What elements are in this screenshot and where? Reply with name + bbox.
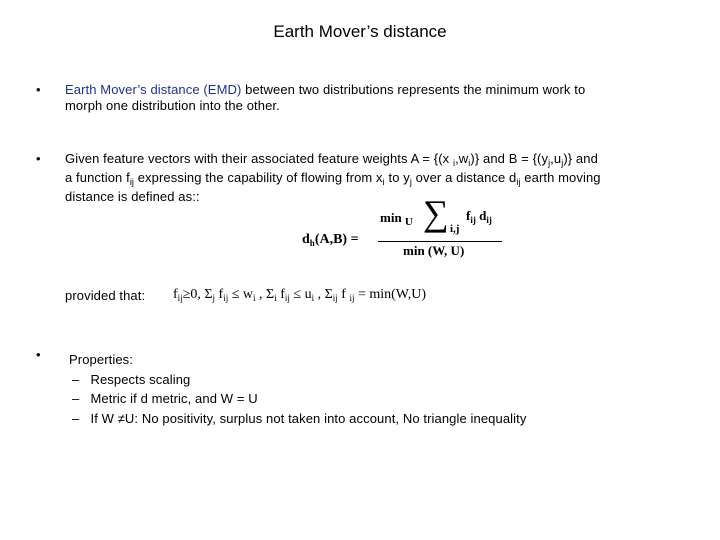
subscript: ij (223, 293, 229, 303)
text-segment: Earth Mover’s distance (EMD) (65, 82, 242, 97)
fraction-bar (378, 241, 502, 242)
properties-label: Properties: (69, 352, 133, 367)
subscript: i (253, 293, 256, 303)
min: min (380, 210, 402, 225)
property-text: If W ≠U: No positivity, surplus not taken into account, No triangle inequality (90, 411, 527, 426)
text-segment: ≤ w (228, 287, 254, 302)
subscript: ij (284, 293, 290, 303)
bullet-marker: • (36, 151, 41, 166)
text-segment: = min(W,U) (354, 287, 427, 302)
subscript: j (561, 158, 564, 168)
bullet2-line2 (65, 170, 601, 185)
provided-expression (173, 287, 426, 303)
property-item (72, 372, 190, 387)
formula-denominator: min (W, U) (403, 243, 465, 258)
formula-min-u (380, 210, 413, 226)
subscript: j (409, 177, 412, 187)
subscript: ij (177, 293, 183, 303)
property-text: Respects scaling (90, 372, 191, 387)
subscript: ij (332, 293, 338, 303)
dash: – (72, 372, 80, 387)
text-segment: ≥0, Σ (182, 287, 213, 302)
text-segment: morph one distribution into the other. (65, 98, 280, 113)
lhs-args: (A,B) = (314, 232, 359, 247)
bullet-marker: • (36, 347, 41, 362)
u: U (404, 216, 413, 228)
bullet1-line1 (65, 82, 585, 97)
text-segment: to y (384, 170, 410, 185)
d: d (475, 208, 487, 223)
subscript: ij (129, 177, 135, 187)
property-item (72, 411, 526, 426)
dash: – (72, 391, 80, 406)
subscript: i (311, 293, 315, 303)
text-segment: distance is defined as:: (65, 189, 200, 204)
text-segment: expressing the capability of flowing from x (134, 170, 383, 185)
text-segment: ,w (455, 151, 469, 166)
sigma-icon: ∑ (423, 193, 449, 233)
text-segment: )} and B = {(y (470, 151, 549, 166)
lhs-sub: h (309, 238, 315, 248)
subscript: j (548, 158, 551, 168)
sigma-sub: i,j (450, 223, 460, 235)
bullet-marker: • (36, 82, 41, 97)
subscript: i (452, 158, 456, 168)
subscript: ij (516, 177, 521, 187)
d-sub: ij (486, 215, 492, 225)
bullet2-line1 (65, 151, 598, 166)
text-segment: ,u (550, 151, 562, 166)
property-item (72, 391, 258, 406)
lhs-d: d (302, 232, 310, 247)
text-segment: f (337, 287, 350, 302)
property-text: Metric if d metric, and W = U (90, 391, 258, 406)
subscript: ij (349, 293, 355, 303)
text-segment: a function f (65, 170, 130, 185)
f-sub: ij (470, 215, 476, 225)
f: f (466, 208, 471, 223)
text-segment: over a distance d (411, 170, 517, 185)
text-segment: )} and (563, 151, 598, 166)
text-segment: between two distributions represents the minimum work to (241, 82, 586, 97)
bullet1-line2 (65, 98, 280, 113)
slide-title: Earth Mover’s distance (273, 22, 447, 41)
provided-label: provided that: (65, 288, 146, 303)
text-segment: Given feature vectors with their associated feature weights A = {(x (65, 151, 453, 166)
text-segment: f (276, 287, 285, 302)
subscript: j (212, 293, 216, 303)
text-segment: f (173, 287, 178, 302)
subscript: i (274, 293, 277, 303)
text-segment: earth moving (520, 170, 601, 185)
text-segment: , Σ (255, 287, 275, 302)
subscript: i (468, 158, 471, 168)
formula-lhs (302, 232, 359, 248)
formula-terms (466, 208, 492, 224)
text-segment: , Σ (314, 287, 333, 302)
subscript: i (382, 177, 385, 187)
text-segment: f (215, 287, 224, 302)
dash: – (72, 411, 80, 426)
bullet2-line3 (65, 189, 200, 204)
text-segment: ≤ u (289, 287, 312, 302)
